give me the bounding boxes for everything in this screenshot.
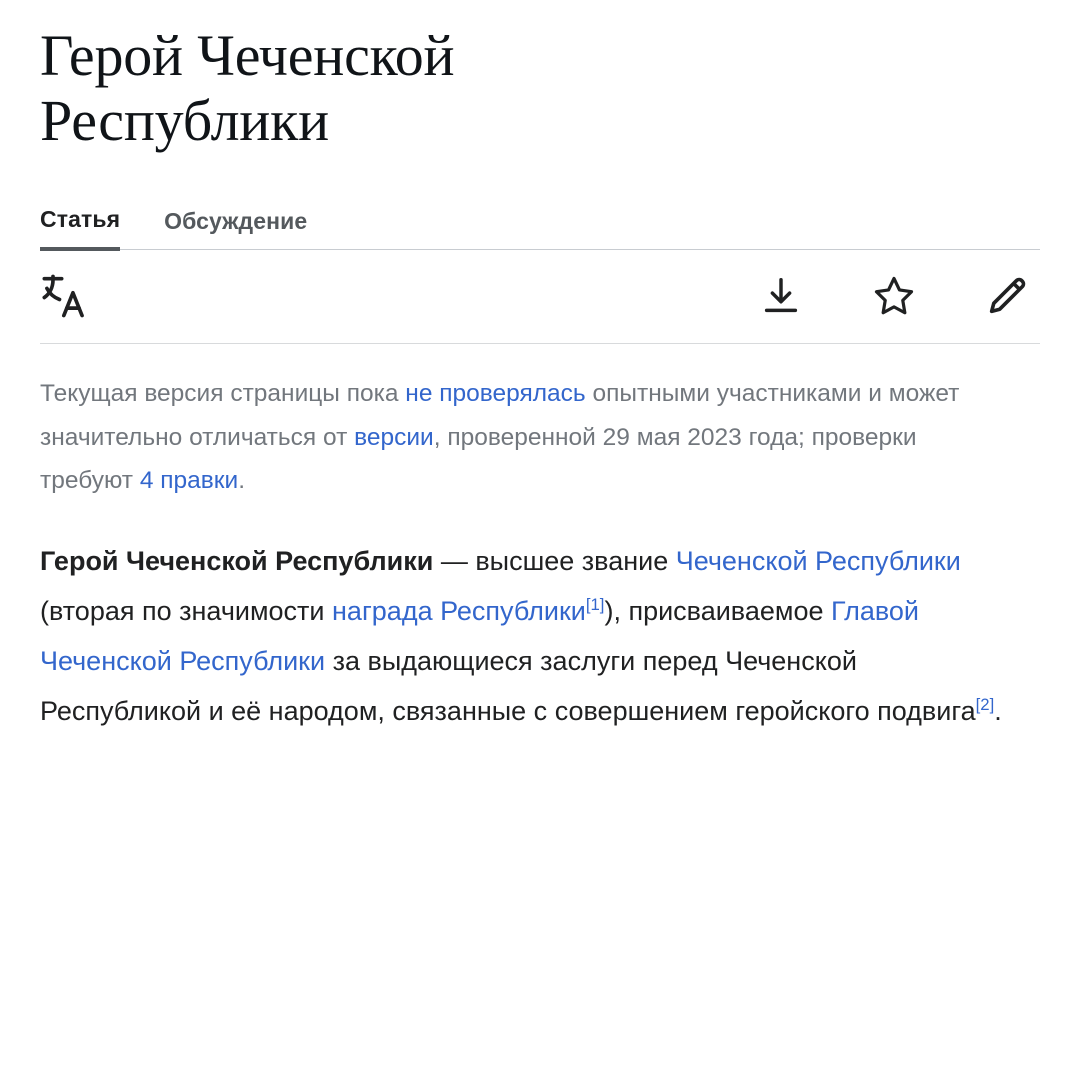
- notice-text-3: , проверенной 29 мая 2023 года; проверки требуют: [40, 423, 917, 495]
- notice-link-not-reviewed[interactable]: не проверялась: [405, 379, 586, 407]
- notice-link-edits[interactable]: 4 правки: [139, 467, 239, 495]
- reference-2-link[interactable]: [2]: [975, 694, 995, 714]
- reference-1-link[interactable]: [1]: [585, 594, 605, 614]
- lead-text-5: .: [994, 695, 1002, 726]
- reference-1[interactable]: [586, 595, 605, 614]
- lead-text-4: за выдающиеся заслуги перед Чеченской Республикой и её народом, связанные с совершением геройского подвига: [40, 645, 976, 726]
- tab-discussion[interactable]: [164, 208, 307, 249]
- lead-link-award[interactable]: награда Республики: [332, 595, 586, 626]
- toolbar-actions: [758, 272, 1040, 320]
- lead-link-head-of-republic[interactable]: Главой Чеченской Республики: [40, 595, 919, 676]
- lead-bold-term: Герой Чеченской Республики: [40, 545, 434, 576]
- language-translate-icon[interactable]: [40, 270, 92, 322]
- unreviewed-version-notice: [40, 372, 1000, 503]
- pencil-edit-icon[interactable]: [984, 273, 1030, 319]
- download-icon[interactable]: [758, 273, 804, 319]
- reference-2[interactable]: [976, 695, 995, 714]
- lead-text-3: ), присваиваемое: [604, 595, 831, 626]
- notice-text-1: Текущая версия страницы пока: [40, 379, 406, 407]
- article-tabs: [40, 196, 1040, 250]
- lead-text-1: — высшее звание: [433, 545, 676, 576]
- notice-text-4: .: [238, 467, 245, 495]
- page-title: Герой Чеченской Республики: [40, 23, 455, 153]
- article-toolbar: [40, 250, 1040, 344]
- lead-paragraph: [40, 537, 1005, 737]
- tab-article[interactable]: [40, 206, 120, 251]
- notice-text-2: опытными участниками и может значительно отличаться от: [40, 379, 960, 451]
- notice-link-version[interactable]: версии: [354, 423, 434, 451]
- lead-link-chechen-republic[interactable]: Чеченской Республики: [675, 545, 961, 576]
- tab-article-label: Статья: [40, 205, 121, 232]
- lead-text-2: (вторая по значимости: [40, 595, 333, 626]
- tab-discussion-label: Обсуждение: [164, 207, 308, 234]
- star-watch-icon[interactable]: [870, 272, 918, 320]
